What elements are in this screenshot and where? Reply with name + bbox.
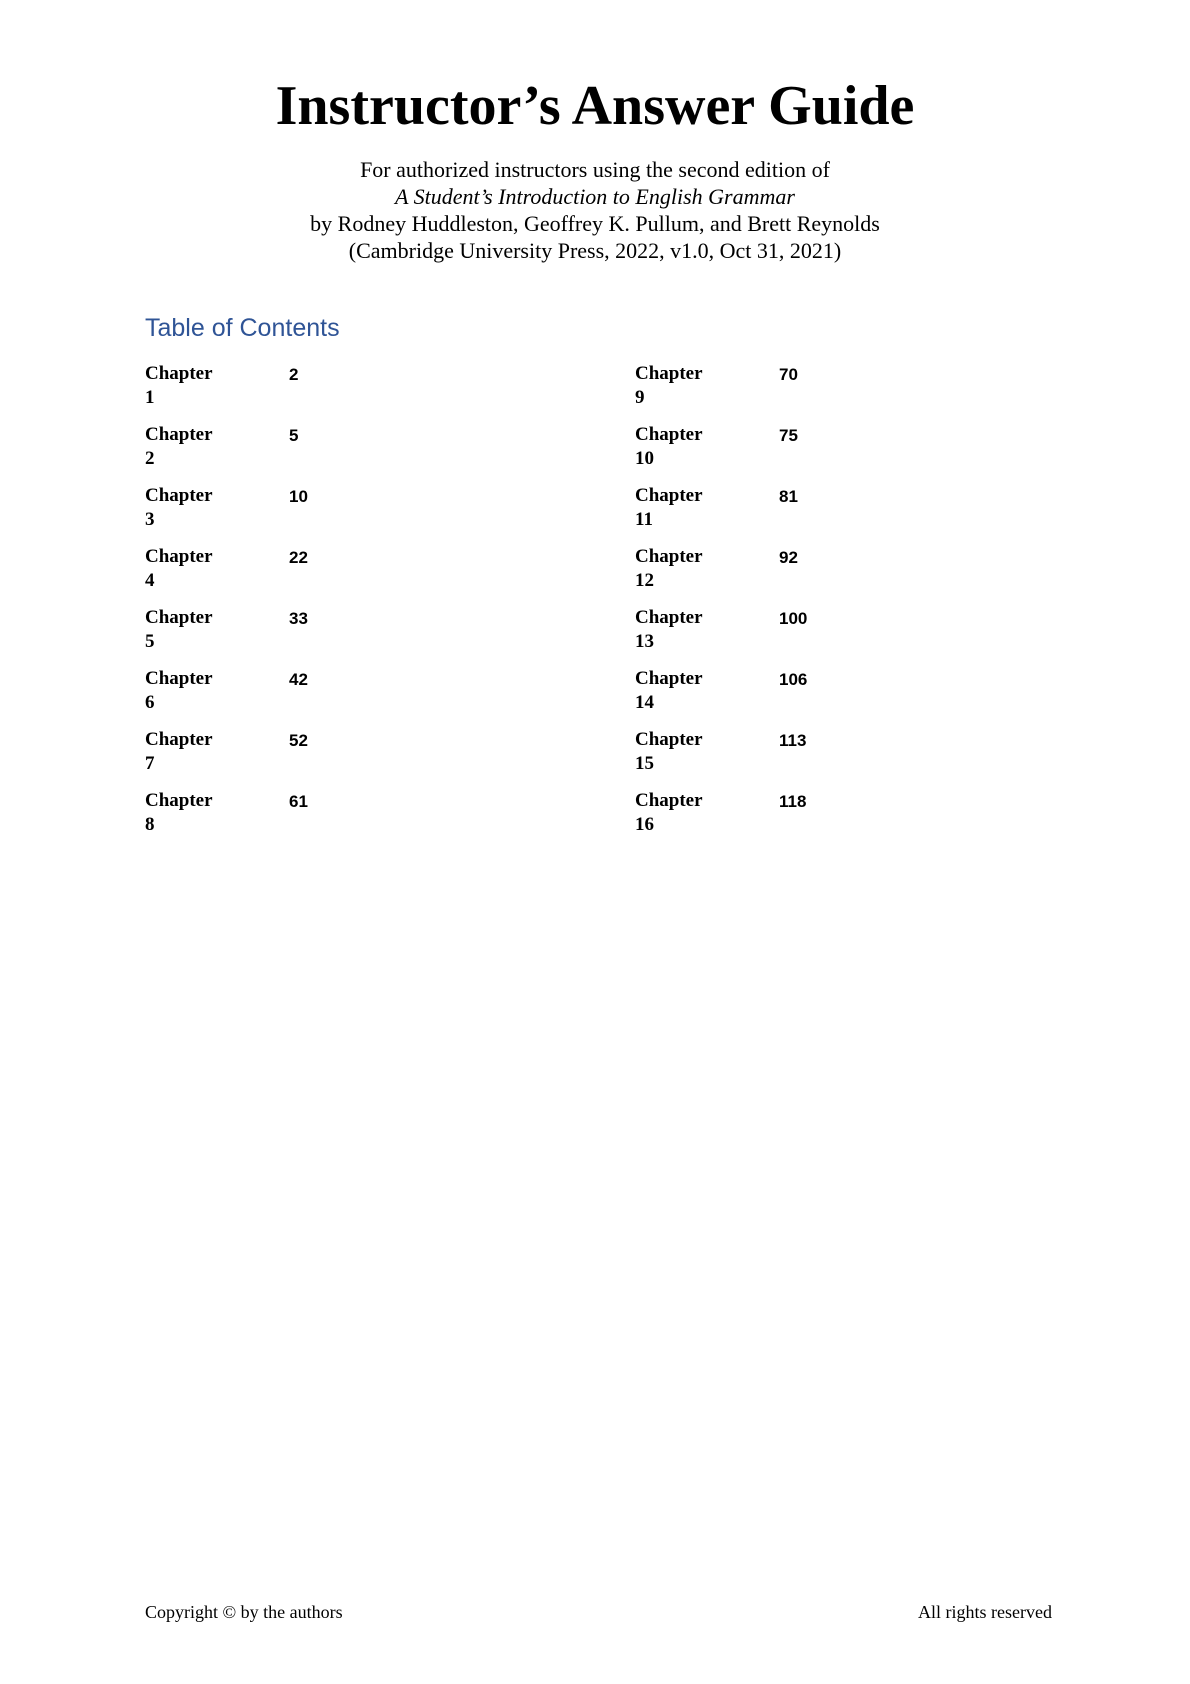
toc-entry-label: Chapter 15 <box>635 729 703 774</box>
toc-entry-label: Chapter 12 <box>635 546 703 591</box>
document-title: Instructor’s Answer Guide <box>275 75 915 137</box>
toc-entry-page: 10 <box>289 487 308 506</box>
toc-entry-page: 81 <box>779 487 798 506</box>
toc-entry-label: Chapter 3 <box>145 485 213 530</box>
toc-entry-page: 42 <box>289 670 308 689</box>
book-title: A Student’s Introduction to English Grammar <box>395 184 795 209</box>
toc-entry-page: 106 <box>779 670 808 689</box>
toc-entry-label: Chapter 8 <box>145 790 213 835</box>
toc-entry-label: Chapter 13 <box>635 607 703 652</box>
toc-entry-label: Chapter 16 <box>635 790 703 835</box>
toc-entry-page: 33 <box>289 609 308 628</box>
toc-entry-label: Chapter 14 <box>635 668 703 713</box>
toc-entry-label: Chapter 6 <box>145 668 213 713</box>
toc-heading: Table of Contents <box>145 314 340 342</box>
toc-entry-label: Chapter 9 <box>635 363 703 408</box>
toc-entry-label: Chapter 5 <box>145 607 213 652</box>
toc-entry-page: 113 <box>779 731 807 750</box>
toc-entry-label: Chapter 2 <box>145 424 213 469</box>
toc-entry-page: 5 <box>289 426 299 445</box>
footer-copyright: Copyright © by the authors <box>145 1602 343 1622</box>
toc-entry-page: 118 <box>779 792 807 811</box>
toc-entry-page: 61 <box>289 792 308 811</box>
footer-rights: All rights reserved <box>918 1602 1052 1622</box>
publication-line: (Cambridge University Press, 2022, v1.0, Oct 31, 2021) <box>348 238 842 263</box>
toc-entry-page: 92 <box>779 548 798 567</box>
toc-entry-label: Chapter 7 <box>145 729 213 774</box>
toc-entry-label: Chapter 11 <box>635 485 703 530</box>
toc-entry-label: Chapter 10 <box>635 424 703 469</box>
toc-entry-page: 2 <box>289 365 299 384</box>
toc-entry-page: 22 <box>289 548 308 567</box>
subtitle-intro: For authorized instructors using the second edition of <box>360 157 830 182</box>
subtitle-block <box>0 156 1190 264</box>
toc-entry-label: Chapter 4 <box>145 546 213 591</box>
toc-entry-page: 52 <box>289 731 308 750</box>
toc-entry-page: 70 <box>779 365 798 384</box>
toc-entry-label: Chapter 1 <box>145 363 213 408</box>
toc-entry-page: 100 <box>779 609 808 628</box>
toc-entry-page: 75 <box>779 426 798 445</box>
authors-line: by Rodney Huddleston, Geoffrey K. Pullum, and Brett Reynolds <box>310 211 880 236</box>
